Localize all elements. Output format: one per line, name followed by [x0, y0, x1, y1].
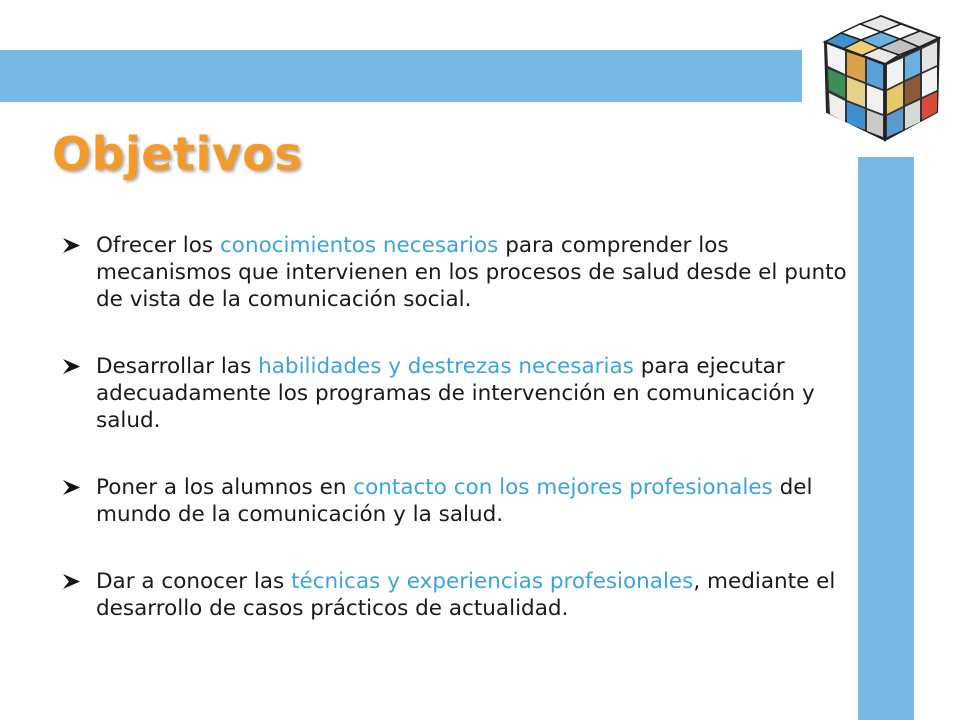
slide-title: Objetivos	[52, 127, 303, 181]
objective-item-1	[60, 232, 850, 313]
objective-2-text-end: para ejecutar adecuadamente los programas de intervención en comunicación y salud.	[96, 354, 815, 433]
objective-4-text-end: , mediante el desarrollo de casos prácticos de actualidad.	[96, 569, 836, 621]
rubiks-cube-icon	[815, 12, 947, 144]
objective-3-text-start: Poner a los alumnos en	[96, 475, 354, 500]
arrowhead-bullet-icon	[60, 474, 88, 501]
objective-3-text-end: del mundo de la comunicación y la salud.	[96, 475, 813, 527]
objective-4-highlight: técnicas y experiencias profesionales	[291, 569, 694, 594]
objective-4-text-start: Dar a conocer las	[96, 569, 292, 594]
objective-item-4	[60, 568, 850, 622]
objective-1-text-end: para comprender los mecanismos que intervienen en los procesos de salud desde el punto de vista de la comunicación social.	[96, 233, 847, 312]
arrowhead-bullet-icon	[60, 353, 88, 380]
objective-2-text-start: Desarrollar las	[96, 354, 259, 379]
objective-1-highlight: conocimientos necesarios	[219, 233, 499, 258]
objectives-list	[60, 232, 850, 662]
arrowhead-bullet-icon	[60, 568, 88, 595]
objective-item-2	[60, 353, 850, 434]
arrowhead-bullet-icon	[60, 232, 88, 259]
objective-1-text-start: Ofrecer los	[96, 233, 220, 258]
top-accent-bar	[0, 50, 802, 102]
objective-3-highlight: contacto con los mejores profesionales	[353, 475, 773, 500]
objective-item-3	[60, 474, 850, 528]
side-accent-bar	[858, 157, 914, 720]
objective-2-highlight: habilidades y destrezas necesarias	[258, 354, 634, 379]
